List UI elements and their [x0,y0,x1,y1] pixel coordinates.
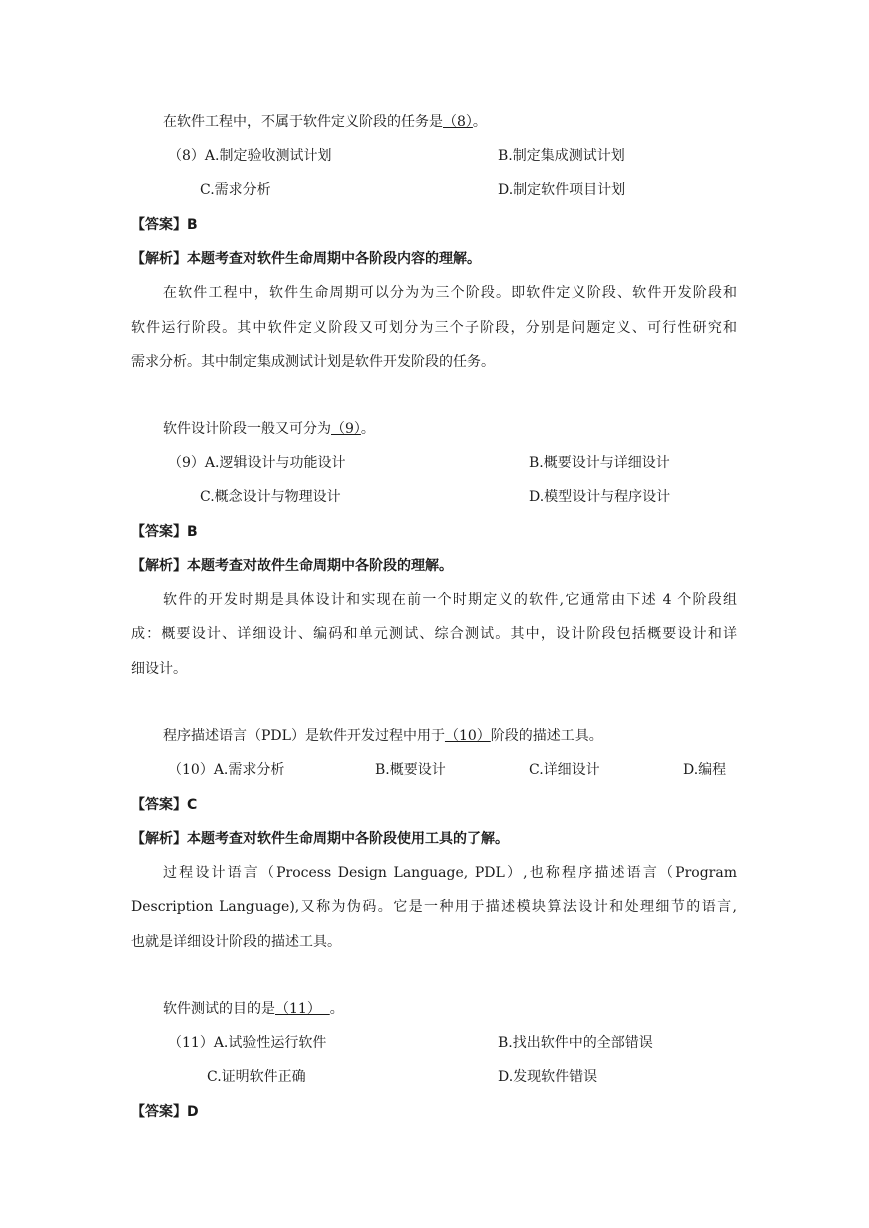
q9-option-c: C.概念设计与物理设计 [200,489,341,505]
q10-stem-text: 程序描述语言（PDL）是软件开发过程中用于 [163,728,445,744]
q9-stem-end: 。 [360,421,375,437]
q10-option-a: （10）A.需求分析 [168,762,285,778]
q9-analysis-title: 【解析】本题考查对故件生命周期中各阶段的理解。 [131,558,453,574]
q10-blank: （10） [444,728,491,744]
q11-option-b: B.找出软件中的全部错误 [498,1035,653,1051]
q8-stem-text: 在软件工程中，不属于软件定义阶段的任务是 [163,114,443,130]
q9-analysis-line: 成：概要设计、详细设计、编码和单元测试、综合测试。其中，设计阶段包括概要设计和详 [131,626,737,642]
q10-stem-end: 阶段的描述工具。 [490,728,603,744]
q9-blank: （9） [331,421,361,437]
q9-option-b: B.概要设计与详细设计 [529,455,670,471]
q11-stem-text: 软件测试的目的是 [163,1001,275,1017]
q8-stem-end: 。 [472,114,487,130]
q8-analysis-line: 需求分析。其中制定集成测试计划是软件开发阶段的任务。 [131,354,495,370]
q8-analysis-line: 在软件工程中，软件生命周期可以分为为三个阶段。即软件定义阶段、软件开发阶段和 [163,285,737,301]
q9-stem-text: 软件设计阶段一般又可分为 [163,421,331,437]
q11-answer: 【答案】D [131,1104,199,1120]
q10-analysis-title: 【解析】本题考查对软件生命周期中各阶段使用工具的了解。 [131,831,509,847]
q9-option-a: （9）A.逻辑设计与功能设计 [168,455,346,471]
q11-option-c: C.证明软件正确 [207,1069,306,1085]
q11-blank: （11） [275,1001,330,1017]
q8-option-b: B.制定集成测试计划 [498,148,625,164]
q8-option-d: D.制定软件项目计划 [498,182,626,198]
q10-analysis-line: 也就是详细设计阶段的描述工具。 [131,934,341,950]
q10-analysis-line: Description Language),又称为伪码。它是一种用于描述模块算法设计和处理细节的语言, [131,899,737,915]
q8-option-a: （8）A.制定验收测试计划 [168,148,332,164]
q9-analysis-line: 软件的开发时期是具体设计和实现在前一个时期定义的软件,它通常由下述 4 个阶段组 [163,592,737,608]
q11-stem [163,999,344,1019]
q10-option-c: C.详细设计 [529,762,600,778]
q8-analysis-line: 软件运行阶段。其中软件定义阶段又可划分为三个子阶段，分别是问题定义、可行性研究和 [131,320,737,336]
q10-analysis-line: 过程设计语言（Process Design Language, PDL）,也称程序描述语言（Program [163,865,737,881]
q11-option-a: （11）A.试验性运行软件 [168,1035,327,1051]
q10-answer: 【答案】C [131,797,198,813]
q9-analysis-line: 细设计。 [131,661,187,677]
q8-analysis-title: 【解析】本题考查对软件生命周期中各阶段内容的理解。 [131,251,481,267]
q8-stem [163,112,487,132]
q10-option-d: D.编程 [683,762,727,778]
q11-stem-end: 。 [329,1001,344,1017]
q8-blank: （8） [443,114,473,130]
q10-stem [163,726,603,746]
q9-answer: 【答案】B [131,524,198,540]
q11-option-d: D.发现软件错误 [498,1069,598,1085]
q9-option-d: D.模型设计与程序设计 [529,489,671,505]
q10-option-b: B.概要设计 [375,762,446,778]
q8-answer: 【答案】B [131,217,198,233]
q8-option-c: C.需求分析 [200,182,271,198]
q9-stem [163,419,375,439]
